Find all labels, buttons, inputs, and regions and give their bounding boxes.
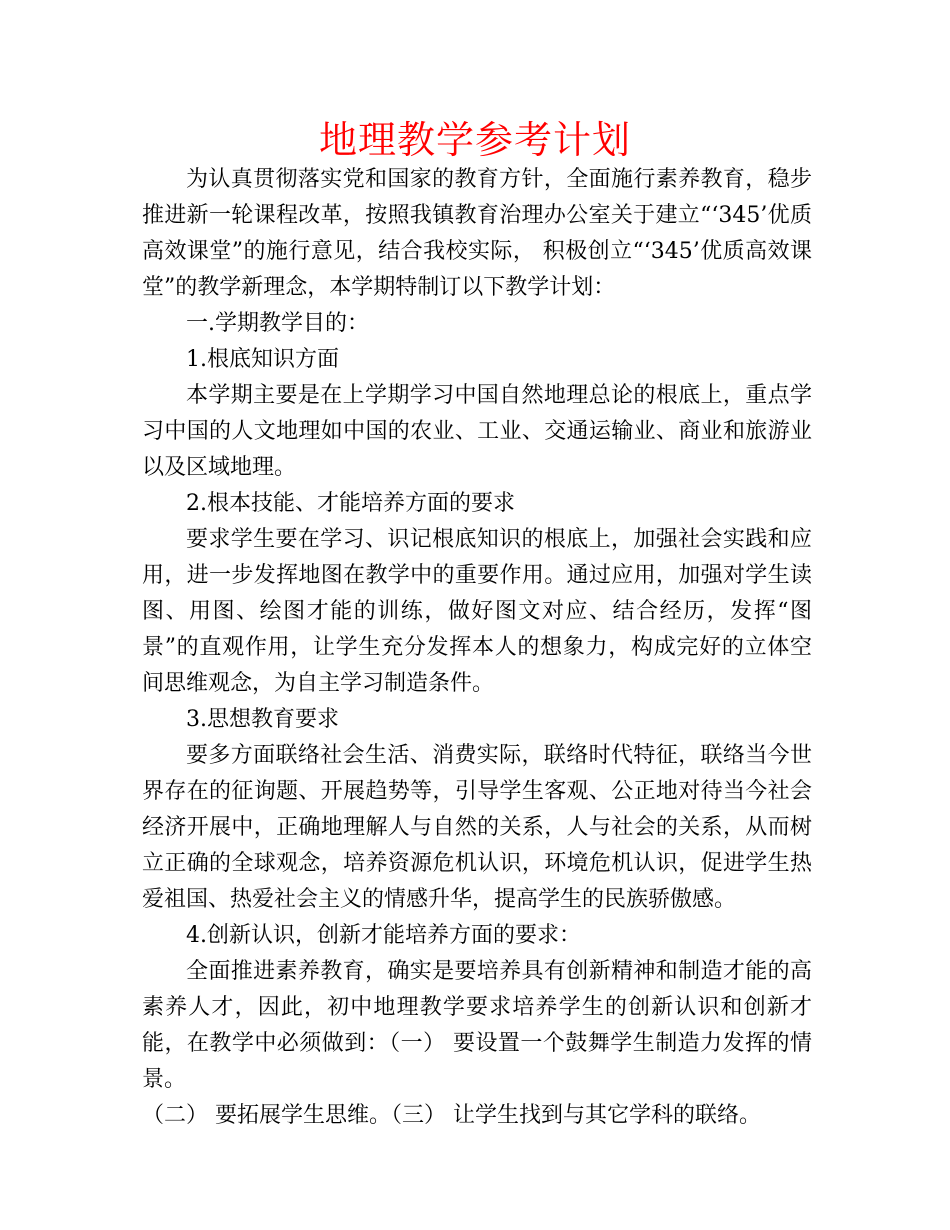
paragraph-intro: 为认真贯彻落实党和国家的教育方针，全面施行素养教育，稳步推进新一轮课程改革，按照我镇教育治理办公室关于建立“‘345’优质高效课堂”的施行意见，结合我校实际， 积极创立“‘345’优质高效课堂”的教学新理念，本学期特制订以下教学计划： <box>142 167 812 300</box>
paragraph-innovation-continued: （二） 要拓展学生思维。（三） 让学生找到与其它学科的联络。 <box>142 1103 761 1128</box>
subheading-ideology: 3.思想教育要求 <box>186 707 339 732</box>
document-body <box>142 162 812 1134</box>
section-heading-goals: 一.学期教学目的： <box>186 311 369 336</box>
paragraph-innovation: 全面推进素养教育，确实是要培养具有创新精神和制造才能的高素养人才，因此，初中地理教学要求培养学生的创新认识和创新才能，在教学中必须做到：（一） 要设置一个鼓舞学生制造力发挥的情景。 <box>142 959 812 1092</box>
subheading-innovation: 4.创新认识，创新才能培养方面的要求： <box>186 923 581 948</box>
subheading-skills: 2.根本技能、才能培养方面的要求 <box>186 491 515 516</box>
paragraph-ideology: 要多方面联络社会生活、消费实际，联络时代特征，联络当今世界存在的征询题、开展趋势等，引导学生客观、公正地对待当今社会经济开展中，正确地理解人与自然的关系，人与社会的关系，从而树立正确的全球观念，培养资源危机认识，环境危机认识，促进学生热爱祖国、热爱社会主义的情感升华，提高学生的民族骄傲感。 <box>142 743 812 912</box>
subheading-basic-knowledge: 1.根底知识方面 <box>186 347 339 372</box>
document-title: 地理教学参考计划 <box>318 118 631 162</box>
paragraph-skills: 要求学生要在学习、识记根底知识的根底上，加强社会实践和应用，进一步发挥地图在教学中的重要作用。通过应用，加强对学生读图、用图、绘图才能的训练，做好图文对应、结合经历，发挥“图景”的直观作用，让学生充分发挥本人的想象力，构成完好的立体空间思维观念，为自主学习制造条件。 <box>142 527 812 696</box>
paragraph-basic-knowledge: 本学期主要是在上学期学习中国自然地理总论的根底上，重点学习中国的人文地理如中国的农业、工业、交通运输业、商业和旅游业以及区域地理。 <box>142 383 812 480</box>
